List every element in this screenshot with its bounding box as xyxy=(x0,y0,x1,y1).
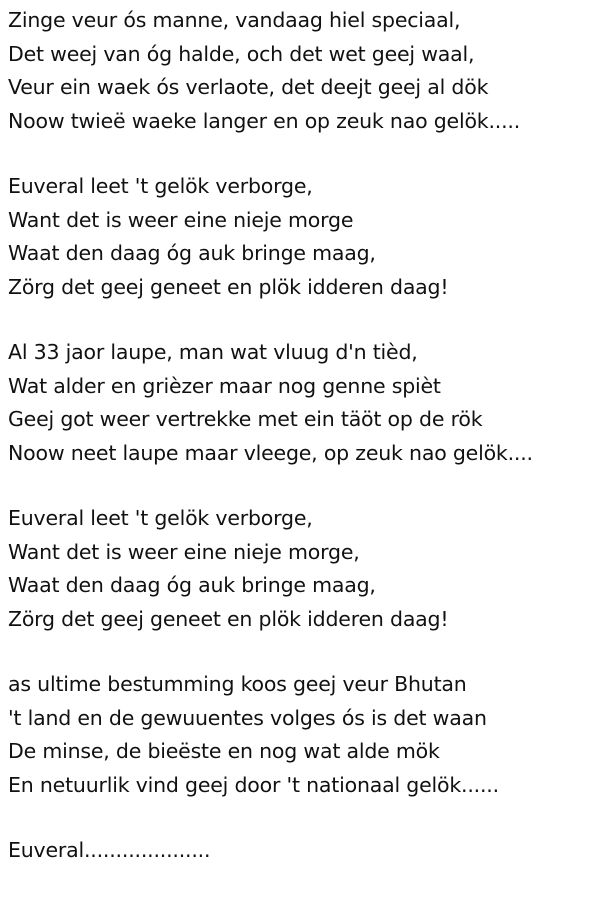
poem-line: Waat den daag óg auk bringe maag, xyxy=(8,241,376,265)
poem-line: Geej got weer vertrekke met ein täöt op de rök xyxy=(8,407,483,431)
poem-line: Zinge veur ós manne, vandaag hiel speciaal, xyxy=(8,8,461,32)
poem-line: Zörg det geej geneet en plök idderen daag! xyxy=(8,274,449,299)
poem-line: Euveral leet 't gelök verborge, xyxy=(8,506,313,530)
poem-line: Noow neet laupe maar vleege, op zeuk nao gelök.... xyxy=(8,440,533,465)
poem-line: Al 33 jaor laupe, man wat vluug d'n tièd, xyxy=(8,340,418,364)
poem-line: Want det is weer eine nieje morge xyxy=(8,207,354,232)
poem-line: En netuurlik vind geej door 't nationaal gelök...... xyxy=(8,772,499,797)
poem-line: De minse, de bieëste en nog wat alde mök xyxy=(8,739,440,763)
stanza-4 xyxy=(8,502,586,636)
stanza-6 xyxy=(8,834,586,868)
stanza-1 xyxy=(8,4,586,138)
poem-line: Noow twieë waeke langer en op zeuk nao gelök..... xyxy=(8,108,521,133)
stanza-2 xyxy=(8,170,586,304)
poem-line: 't land en de gewuuentes volges ós is det waan xyxy=(8,705,487,730)
poem-line: Veur ein waek ós verlaote, det deejt geej al dök xyxy=(8,75,489,99)
poem-line: Waat den daag óg auk bringe maag, xyxy=(8,573,376,597)
poem-line: Wat alder en grièzer maar nog genne spièt xyxy=(8,373,441,398)
poem-line: Euveral.................... xyxy=(8,838,211,862)
poem-line: Zörg det geej geneet en plök idderen daag! xyxy=(8,606,449,631)
poem-line: Want det is weer eine nieje morge, xyxy=(8,539,360,564)
poem-line: Det weej van óg halde, och det wet geej waal, xyxy=(8,41,475,66)
stanza-3 xyxy=(8,336,586,470)
poem-line: as ultime bestumming koos geej veur Bhutan xyxy=(8,672,467,696)
poem-line: Euveral leet 't gelök verborge, xyxy=(8,174,313,198)
stanza-5 xyxy=(8,668,586,802)
poem-page xyxy=(8,4,586,900)
